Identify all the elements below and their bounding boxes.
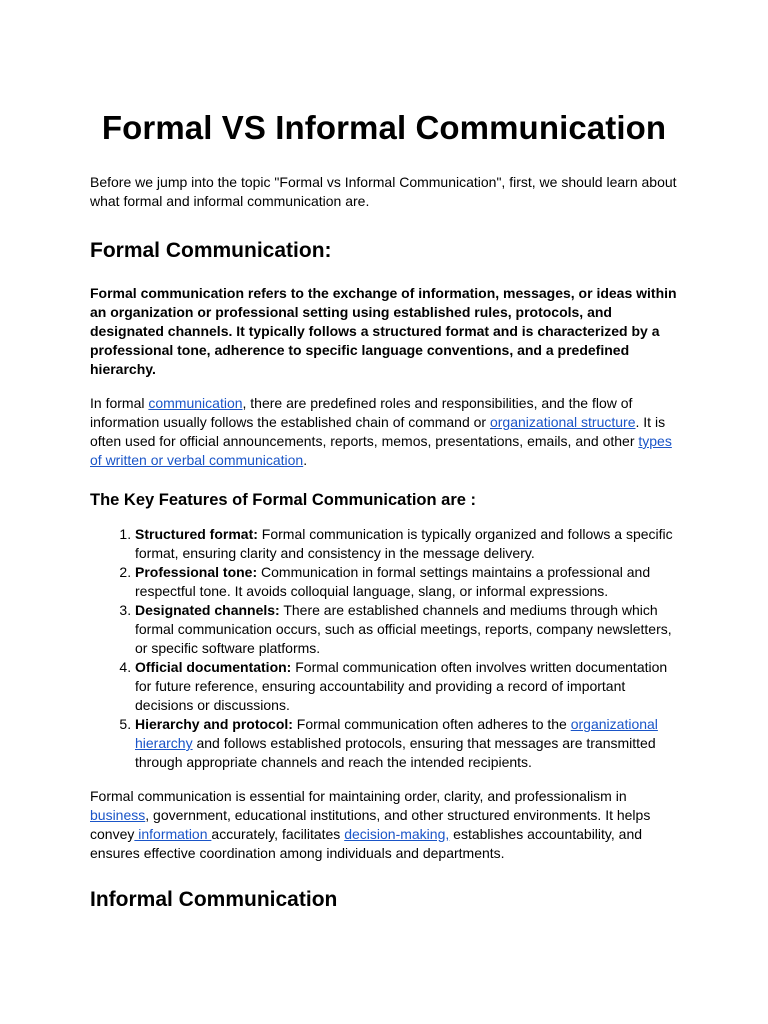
formal-importance-paragraph [90, 787, 678, 863]
list-item [135, 601, 678, 658]
page-title: Formal VS Informal Communication [101, 109, 667, 146]
feature-term: Professional tone: [135, 564, 258, 580]
intro-paragraph: Before we jump into the topic "Formal vs Informal Communication", first, we should learn about what formal and informal communication are. [90, 174, 677, 209]
feature-term: Official documentation: [135, 659, 292, 675]
feature-term: Designated channels: [135, 602, 280, 618]
informal-communication-heading: Informal Communication [90, 888, 338, 911]
features-list [90, 525, 678, 772]
list-item [135, 658, 678, 715]
formal-definition-paragraph: Formal communication refers to the exchange of information, messages, or ideas within an organization or professional setting using established rules, protocols, and designated channels. It typically follows a structured format and is characterized by a professional tone, adherence to specific language conventions, and a predefined hierarchy. [90, 285, 677, 377]
formal-communication-heading: Formal Communication: [90, 239, 332, 262]
feature-text: Formal communication is typically organized and follows a specific format, ensuring clarity and consistency in the message delivery. [135, 526, 673, 561]
text-span: . [303, 452, 308, 468]
key-features-heading: The Key Features of Formal Communication are : [90, 491, 476, 509]
text-span: , there are predefined roles and responsibilities, and the flow of information usually follows the established chain of command or [90, 395, 633, 430]
text-span: Formal communication is essential for maintaining order, clarity, and professionalism in [90, 788, 627, 804]
feature-text: and follows established protocols, ensuring that messages are transmitted through appropriate channels and reach the intended recipients. [135, 735, 656, 770]
formal-roles-paragraph [90, 394, 678, 470]
organizational-structure-link[interactable]: organizational structure [489, 414, 636, 430]
types-of-communication-link[interactable]: types of written or verbal communication [90, 433, 672, 468]
organizational-hierarchy-link[interactable]: organizational hierarchy [135, 716, 658, 751]
text-span: , government, educational institutions, and other structured environments. It helps convey [90, 807, 651, 842]
feature-text: Formal communication often adheres to the [292, 716, 571, 732]
business-link[interactable]: business [90, 807, 146, 823]
feature-term: Structured format: [135, 526, 258, 542]
list-item [135, 525, 678, 563]
feature-text: Communication in formal settings maintains a professional and respectful tone. It avoids colloquial language, slang, or informal expressions. [135, 564, 651, 599]
feature-term: Hierarchy and protocol: [135, 716, 293, 732]
decision-making-link[interactable]: decision-making, [344, 826, 450, 842]
text-span: . It is often used for official announcements, reports, memos, presentations, emails, and other [90, 414, 666, 449]
list-item [135, 563, 678, 601]
information-link[interactable]: information [134, 826, 212, 842]
text-span: accurately, facilitates [211, 826, 345, 842]
feature-text: Formal communication often involves written documentation for future reference, ensuring accountability and providing a record of important decisions or discussions. [135, 659, 668, 713]
list-item [135, 715, 678, 772]
text-span: In formal [90, 395, 149, 411]
feature-text: There are established channels and mediums through which formal communication occurs, such as official meetings, reports, company newsletters, or specific software platforms. [135, 602, 672, 656]
text-span: establishes accountability, and ensures effective coordination among individuals and departments. [90, 826, 643, 861]
communication-link[interactable]: communication [148, 395, 243, 411]
